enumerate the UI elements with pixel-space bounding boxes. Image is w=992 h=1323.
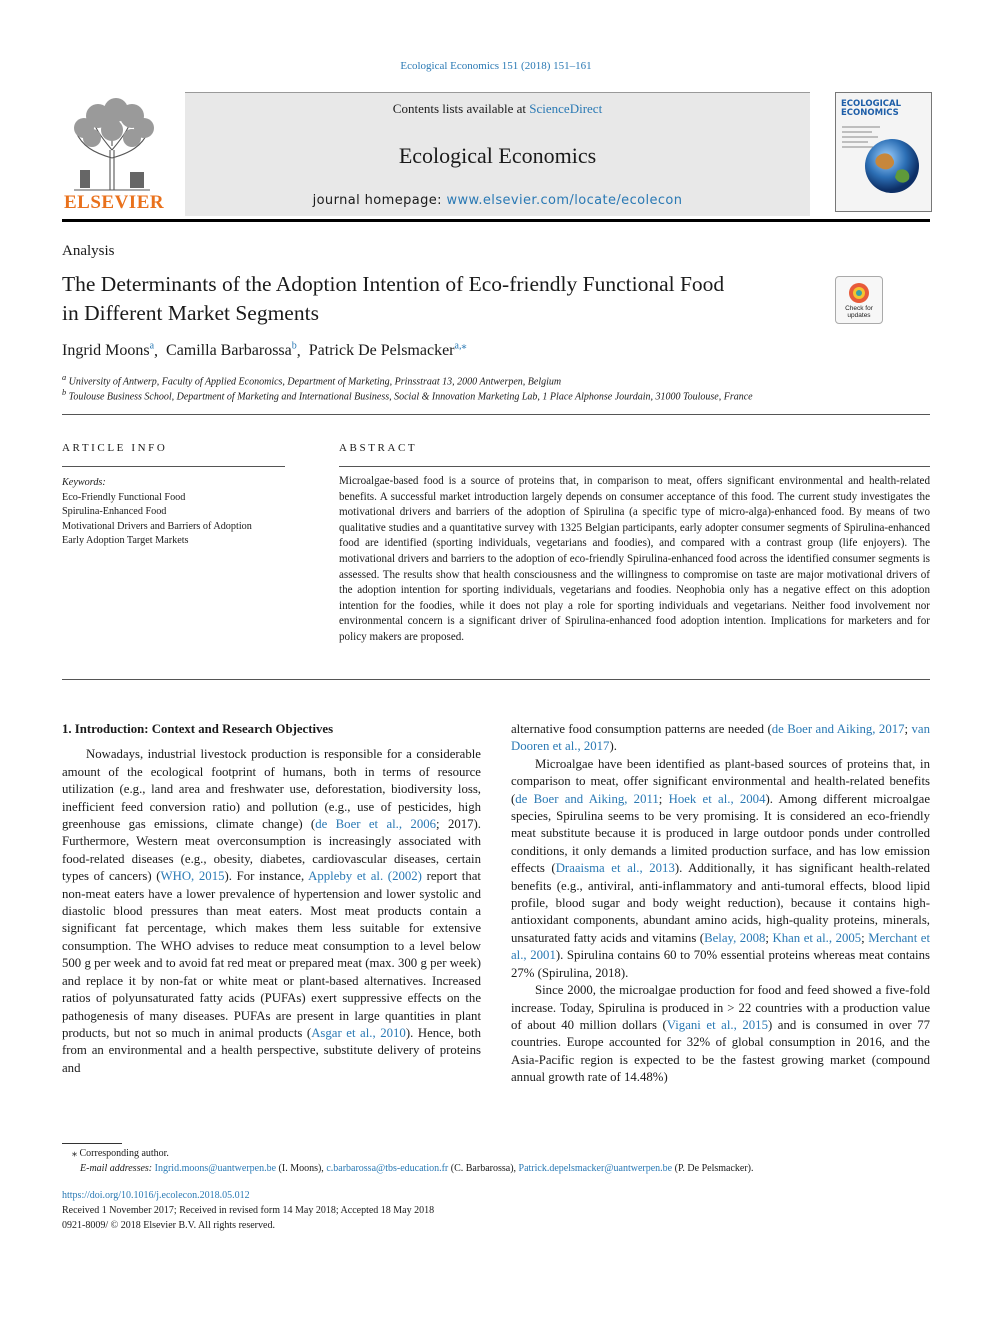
homepage-link[interactable]: www.elsevier.com/locate/ecolecon <box>446 193 683 208</box>
body-paragraph <box>511 721 930 756</box>
affiliation-text: Toulouse Business School, Department of Marketing and International Business, Social & Innovation Marketing Lab, 1 Place Alphonse Jourdain, 31000 Toulouse, France <box>68 391 753 403</box>
text-run: Since 2000, the microalgae production for food and feed showed a five-fold increase. Today, Spirulina is produced in > 22 countries with a production value of about 40 million dollars ( <box>511 983 930 1032</box>
journal-title: Ecological Economics <box>398 143 597 168</box>
text-run: ; <box>861 930 869 945</box>
journal-citation[interactable]: Ecological Economics 151 (2018) 151–161 <box>400 60 592 72</box>
text-run: ). <box>609 739 617 754</box>
reference-link[interactable]: Appleby et al. (2002) <box>308 869 422 884</box>
copyright: 0921-8009/ © 2018 Elsevier B.V. All rights reserved. <box>62 1220 275 1231</box>
keywords-block <box>62 476 287 549</box>
reference-link[interactable]: Belay, 2008 <box>704 930 766 945</box>
check-updates-label: Check for updates <box>845 305 873 319</box>
reference-link[interactable]: Hoek et al., 2004 <box>668 791 766 806</box>
affiliation <box>62 373 561 387</box>
keyword: Eco-Friendly Functional Food <box>62 491 186 503</box>
email-line <box>80 1161 754 1176</box>
body-paragraph <box>511 756 930 982</box>
body-column-left <box>62 721 481 1077</box>
email-label: E-mail addresses: <box>80 1163 153 1174</box>
author[interactable] <box>166 342 297 359</box>
text-run: ). For instance, <box>224 869 309 884</box>
author-name: Ingrid Moons <box>62 342 150 360</box>
header-rule <box>62 219 930 222</box>
elsevier-wordmark: ELSEVIER <box>64 192 165 213</box>
keywords-label: Keywords: <box>62 477 106 488</box>
text-run: ; 2017). Furthermore, Western meat overconsumption is increasingly associated with food-related diseases (e.g., obesity, diabetes, cardiovascular diseases, certain types of cancers) ( <box>62 817 481 884</box>
text-run: ). Among different microalgae species, Spirulina seems to be very promising. It is considered an eco-friendly meat substitute because it is produced in large outdoor ponds under controlled conditions, it only demands a limited production surface, and has low emission effects ( <box>511 791 930 876</box>
section-heading: 1. Introduction: Context and Research Objectives <box>62 722 334 736</box>
footnote-rule <box>62 1143 122 1144</box>
journal-masthead <box>62 92 930 215</box>
article-title-line: The Determinants of the Adoption Intention of Eco-friendly Functional Food <box>62 272 725 296</box>
text-run: ; <box>765 930 773 945</box>
journal-banner <box>185 92 810 216</box>
author-affiliation-mark[interactable]: a,⁎ <box>454 341 467 352</box>
contents-prefix: Contents lists available at <box>392 101 530 116</box>
reference-link[interactable]: Khan et al., 2005 <box>772 930 862 945</box>
cover-title: ECOLOGICAL ECONOMICS <box>841 99 901 118</box>
contents-line <box>185 101 810 117</box>
reference-link[interactable]: Draaisma et al., 2013 <box>555 861 675 876</box>
reference-link[interactable]: de Boer et al., 2006 <box>315 817 437 832</box>
divider <box>62 679 930 680</box>
keyword: Early Adoption Target Markets <box>62 535 189 547</box>
text-run: Microalgae have been identified as plant-based sources of proteins that, in comparison to meat, offer significant environmental and health-related benefits ( <box>511 756 930 806</box>
author-name: Patrick De Pelsmacker <box>308 342 455 360</box>
email-owner: (P. De Pelsmacker). <box>672 1163 754 1174</box>
abstract-header: ABSTRACT <box>339 442 418 454</box>
text-run: report that non-meat eaters have a lower prevalence of hypertension and lower systolic and diastolic blood pressures than meat eaters. Most meat products contain a significant fat percentage, which makes them less suitable for extensive consumption. The WHO advises to reduce meat consumption to a level below 500 g per week and to avoid fat red meat or prepared meat (max. 300 g per week) and replace it by non-fat or white meat or plant-based alternatives. Increased ratios of polyunsaturated fatty acids (PUFAs) exert suppressive effects on the pathogenesis of many diseases. PUFAs are present in large quantities in plant products, but not so much in animal products ( <box>62 869 481 1040</box>
reference-link[interactable]: de Boer and Aiking, 2011 <box>515 791 659 806</box>
divider <box>62 414 930 415</box>
sciencedirect-link[interactable]: ScienceDirect <box>529 101 603 116</box>
body-column-right <box>511 721 930 1087</box>
corresponding-note: ⁎ Corresponding author. <box>72 1148 169 1159</box>
reference-link[interactable]: de Boer and Aiking, 2017 <box>771 722 905 736</box>
author[interactable] <box>62 342 154 359</box>
email-link[interactable]: Patrick.depelsmacker@uantwerpen.be <box>518 1163 673 1174</box>
keyword: Motivational Drivers and Barriers of Adoption <box>62 520 252 532</box>
text-run: ; <box>658 791 669 806</box>
author-affiliation-mark[interactable]: a <box>149 341 155 352</box>
email-owner: (I. Moons), <box>276 1163 327 1174</box>
divider <box>62 466 285 467</box>
check-for-updates-button[interactable] <box>835 276 883 324</box>
author-name: Camilla Barbarossa <box>166 342 292 360</box>
homepage-prefix: journal homepage: <box>312 193 447 208</box>
article-title <box>62 270 822 328</box>
reference-link[interactable]: Merchant et al., 2001 <box>511 930 931 963</box>
received-dates: Received 1 November 2017; Received in revised form 14 May 2018; Accepted 18 May 2018 <box>62 1205 435 1216</box>
journal-homepage <box>185 193 810 208</box>
text-run: Nowadays, industrial livestock production is responsible for a considerable amount of the ecological footprint of humans, both in terms of resource utilization (e.g., land area and freshwater use, deforestation, biodiversity loss, inefficient feed conversion ratio) and pollution (e.g., use of pesticides, high greenhouse gas emissions, climate change) ( <box>62 747 481 832</box>
elsevier-logo[interactable] <box>62 92 180 215</box>
article-info-header: ARTICLE INFO <box>62 442 168 454</box>
text-run: alternative food consumption patterns are needed ( <box>511 722 772 736</box>
text-run: ; <box>904 722 912 736</box>
reference-link[interactable]: WHO, 2015 <box>160 869 225 884</box>
affiliation-text: University of Antwerp, Faculty of Applied Economics, Department of Marketing, Prinsstraat 13, 2000 Antwerpen, Belgium <box>68 376 562 388</box>
text-run: ) and is consumed in over 77 countries. Europe accounted for 32% of global consumption in 2016, and the Asia-Pacific region is expected to be the fastest growing market (compound annual growth rate of 14.48%) <box>511 1017 930 1085</box>
elsevier-tree-icon <box>64 98 160 194</box>
email-link[interactable]: Ingrid.moons@uantwerpen.be <box>154 1163 277 1174</box>
author-affiliation-mark[interactable]: b <box>291 341 297 352</box>
reference-link[interactable]: Vigani et al., 2015 <box>666 1017 768 1032</box>
body-paragraph <box>62 746 481 1077</box>
abstract-text: Microalgae-based food is a source of proteins that, in comparison to meat, offers significant environmental and health-related benefits. A successful market introduction largely depends on consumer acceptance of this food. The current study investigates the motivational drivers and barriers of the adoption of Spirulina (a specific type of micro-alga)-enhanced food. By means of two qualitative studies and a quantitative survey with 1325 Belgian participants, early adopter consumer segments of Spirulina-enhanced food are identified (sporting individuals, vegetarians and foodies), and compared with a contrast group (life enjoyers). The motivational drivers and barriers to the adoption of eco-friendly Spirulina-enhanced food across the identified consumer segments is assessed. The results show that health consciousness and the willingness to compromise on taste are major motivational drivers of the adoption intention for sporting individuals, vegetarians and foodies. Neophobia only has a negative effect on this adoption intention for the foodies, while it does not play a role for sporting individuals and vegetarians. Neither food involvement nor environmental concern is a significant driver of Spirulina-enhanced food adoption intention. Implications for marketers and for policy makers are proposed. <box>339 475 930 643</box>
keyword: Spirulina-Enhanced Food <box>62 506 167 518</box>
text-run: ). Spirulina contains 60 to 70% essential proteins whereas meat contains 27% (Spirulina, 2018). <box>511 948 930 980</box>
reference-link[interactable]: Asgar et al., 2010 <box>311 1025 406 1040</box>
affiliation-mark: a <box>62 373 67 382</box>
author-list: Ingrid Moons$^a$, Camilla Barbarossa$^b$, Patrick De Pelsmacker$^{a,⁎}$ <box>62 341 467 360</box>
email-link[interactable]: c.barbarossa@tbs-education.fr <box>326 1163 449 1174</box>
author[interactable] <box>309 342 467 359</box>
body-paragraph <box>511 982 930 1086</box>
doi-link[interactable] <box>62 1188 250 1203</box>
reference-link[interactable]: van Dooren et al., 2017 <box>511 722 930 754</box>
divider <box>339 466 930 467</box>
text-run: ). Additionally, it has significant health-related benefits (e.g., antiviral, anti-inflammatory and anti-tumoral effects, blood lipid profile, blood sugar and body weight reduction), because it contains high-antioxidant components, abundant amino acids, high-quality proteins, minerals, unsaturated fatty acids and vitamins ( <box>511 861 930 945</box>
globe-icon <box>863 137 921 195</box>
affiliation <box>62 388 753 402</box>
email-owner: (C. Barbarossa), <box>448 1163 519 1174</box>
affiliation-mark: b <box>62 388 67 397</box>
text-run: ). Hence, both from an environmental and a health perspective, substitute delivery of proteins and <box>62 1025 481 1075</box>
article-section: Analysis <box>62 243 115 259</box>
doi-url[interactable]: https://doi.org/10.1016/j.ecolecon.2018.05.012 <box>62 1190 250 1201</box>
article-title-line: in Different Market Segments <box>62 301 319 325</box>
journal-cover-thumbnail[interactable] <box>835 92 932 212</box>
